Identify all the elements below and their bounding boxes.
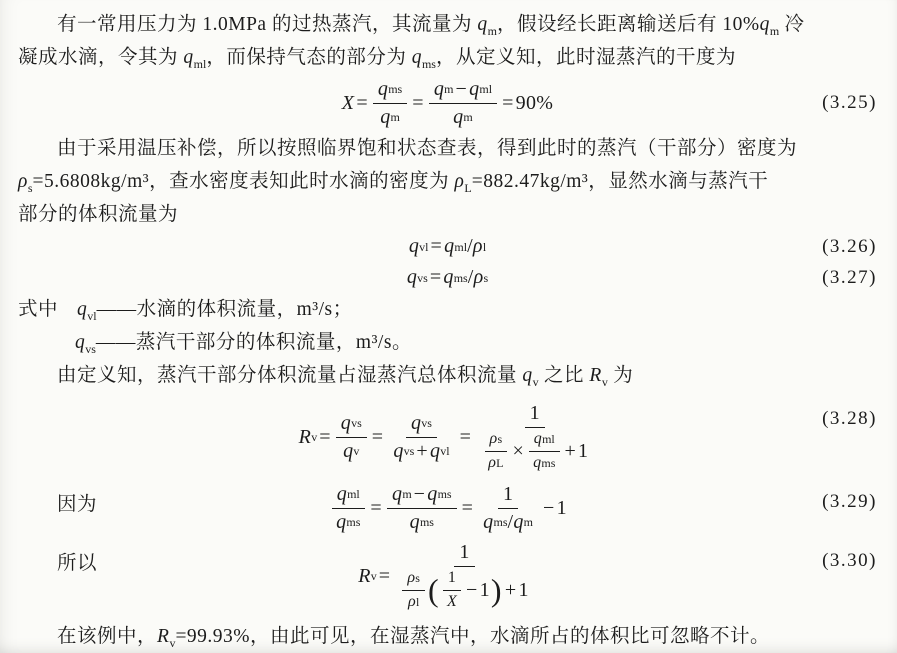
math-sym: q bbox=[377, 77, 389, 100]
math-op: = bbox=[378, 564, 391, 587]
math-sym: q bbox=[483, 510, 494, 533]
definition-line-2 bbox=[18, 326, 877, 359]
math-sym: q bbox=[336, 482, 348, 505]
math-sym: q bbox=[443, 266, 454, 288]
fraction: q vs q vs + q vl bbox=[393, 411, 450, 462]
math-sub: vs bbox=[85, 341, 96, 356]
because-label: 因为 bbox=[57, 494, 98, 516]
math-sym: q bbox=[444, 235, 455, 257]
math-op: + bbox=[416, 439, 428, 462]
math-op: = bbox=[412, 91, 424, 114]
math-sym: q bbox=[513, 510, 524, 533]
math-op: / bbox=[467, 266, 474, 288]
body-text: 部分的体积流量为 bbox=[18, 204, 179, 225]
math-sym: R bbox=[157, 626, 170, 647]
formula-3-27: q vs = q ms / ρ s bbox=[406, 266, 489, 288]
fraction: q m − q ms q ms bbox=[387, 483, 457, 534]
math-sub: vl bbox=[87, 308, 97, 323]
math-sym: X bbox=[446, 592, 458, 610]
math-sym: q bbox=[433, 77, 445, 100]
fraction: 1 q ms / q m bbox=[483, 482, 534, 533]
math-sym: q bbox=[477, 14, 488, 35]
fraction: q vs q v bbox=[336, 412, 367, 463]
math-sub: v bbox=[601, 374, 608, 389]
equation-3-28 bbox=[18, 394, 877, 480]
math-op: − bbox=[466, 578, 478, 601]
body-text: 冷 bbox=[779, 14, 805, 35]
body-text: =99.93%，由此可见，在湿蒸汽中，水滴所占的体积比可忽略不计。 bbox=[175, 626, 771, 647]
fraction: ρ s ρ L bbox=[483, 430, 508, 472]
math-op: × bbox=[512, 439, 525, 462]
equation-3-27 bbox=[18, 262, 877, 293]
math-sym: ρ bbox=[18, 171, 28, 192]
math-sym: ρ bbox=[407, 592, 416, 610]
fraction: 1 ρ s ρ l ( 1 X − 1 ) + 1 bbox=[395, 541, 533, 611]
math-sym: q bbox=[429, 439, 441, 462]
math-sym: R bbox=[589, 365, 602, 386]
body-text: =882.47kg/m³，显然水滴与蒸汽干 bbox=[471, 171, 769, 192]
formula-3-25 bbox=[342, 78, 553, 129]
body-text: =5.6808kg/m³，查水密度表知此时水滴的密度为 bbox=[32, 171, 455, 192]
body-text: ——蒸汽干部分的体积流量，m³/s。 bbox=[95, 332, 412, 353]
paragraph-1-line-1 bbox=[18, 8, 877, 41]
equation-3-26 bbox=[18, 231, 877, 262]
equation-number: (3.27) bbox=[822, 266, 877, 288]
body-text: 凝成水滴，令其为 bbox=[18, 47, 184, 68]
math-value: 90% bbox=[515, 91, 554, 114]
paragraph-3 bbox=[18, 359, 877, 392]
fraction: q m − q ml q m bbox=[429, 78, 497, 129]
math-sub: ms bbox=[421, 56, 436, 71]
math-op: = bbox=[461, 496, 474, 519]
math-sym: R bbox=[298, 425, 312, 448]
math-op: = bbox=[319, 425, 331, 448]
formula-3-26: q vl = q ml / ρ l bbox=[408, 235, 487, 257]
math-value: 1 bbox=[459, 541, 470, 564]
fraction: q ms q m bbox=[373, 78, 407, 129]
math-sym: ρ bbox=[488, 453, 497, 471]
fraction bbox=[476, 402, 593, 472]
body-text: ，而保持气态的部分为 bbox=[206, 47, 412, 68]
equation-3-25 bbox=[18, 74, 877, 132]
body-text: 由定义知，蒸汽干部分体积流量占湿蒸汽总体积流量 bbox=[57, 365, 523, 386]
body-text: 有一常用压力为 1.0MPa 的过热蒸汽，其流量为 bbox=[57, 14, 478, 35]
math-sym: q bbox=[392, 482, 403, 505]
math-sym: q bbox=[343, 439, 354, 462]
body-text: ——水滴的体积流量，m³/s； bbox=[96, 299, 353, 320]
math-op: = bbox=[459, 425, 472, 448]
equation-3-30 bbox=[18, 536, 877, 616]
math-op: − bbox=[413, 482, 426, 505]
math-sym: q bbox=[533, 453, 542, 471]
math-op: + bbox=[504, 578, 517, 601]
math-value: 1 bbox=[529, 402, 540, 425]
math-sym: q bbox=[340, 411, 352, 434]
body-text: 在该例中， bbox=[57, 626, 158, 647]
math-op: = bbox=[502, 91, 514, 114]
equation-number: (3.28) bbox=[822, 407, 877, 429]
math-sym: q bbox=[336, 510, 347, 533]
math-value: 1 bbox=[518, 578, 529, 601]
math-sym: q bbox=[408, 235, 420, 257]
formula-3-29 bbox=[328, 483, 567, 534]
math-sym: q bbox=[427, 482, 438, 505]
math-sym: q bbox=[469, 77, 480, 100]
body-text: ，从定义知，此时湿蒸汽的干度为 bbox=[435, 47, 736, 68]
math-sym: ρ bbox=[472, 235, 483, 257]
fraction: q ml q ms bbox=[528, 430, 560, 472]
math-sym: q bbox=[77, 299, 88, 320]
math-sym: q bbox=[759, 14, 770, 35]
body-text: 为 bbox=[607, 365, 634, 386]
math-sym: q bbox=[393, 439, 404, 462]
where-label: 式中 bbox=[18, 299, 59, 320]
math-sym: ρ bbox=[454, 171, 465, 192]
math-op: = bbox=[430, 235, 443, 257]
math-op: + bbox=[564, 439, 577, 462]
math-sub: L bbox=[464, 180, 472, 195]
paragraph-2-line-1 bbox=[18, 132, 877, 165]
equation-number: (3.26) bbox=[822, 235, 877, 257]
math-sym: q bbox=[183, 47, 194, 68]
paragraph-4 bbox=[18, 620, 877, 653]
math-op: / bbox=[507, 510, 514, 533]
paragraph-2-line-3 bbox=[18, 198, 877, 231]
math-sub: m bbox=[487, 23, 497, 38]
math-sym: R bbox=[358, 564, 371, 587]
therefore-label: 所以 bbox=[57, 552, 98, 574]
math-sub: v bbox=[169, 635, 176, 650]
math-op: − bbox=[543, 496, 555, 519]
math-sub: v bbox=[532, 374, 539, 389]
fraction bbox=[442, 569, 462, 611]
math-sym: q bbox=[406, 266, 418, 288]
math-sym: X bbox=[341, 91, 355, 114]
math-sym: q bbox=[75, 332, 86, 353]
equation-3-29 bbox=[18, 480, 877, 536]
math-sym: q bbox=[380, 105, 391, 128]
equation-number: (3.30) bbox=[822, 549, 877, 571]
math-value: 1 bbox=[502, 482, 514, 505]
formula-3-28: R v = q vs q v = q vs q vs + q vl = 1 ρ s ρ L × q ml q ms + 1 bbox=[299, 402, 597, 472]
math-sym: q bbox=[410, 411, 422, 434]
equation-number: (3.25) bbox=[822, 92, 877, 113]
math-op: = bbox=[429, 266, 442, 288]
math-sub: ml bbox=[193, 56, 207, 71]
equation-number: (3.29) bbox=[822, 491, 877, 513]
math-op: − bbox=[455, 77, 468, 100]
math-sym: ρ bbox=[489, 430, 498, 448]
fraction: ρ s ρ l bbox=[402, 569, 425, 611]
math-value: 1 bbox=[447, 569, 457, 587]
body-text: ，假设经长距离输送后有 10% bbox=[496, 14, 760, 35]
paragraph-1-line-2 bbox=[18, 41, 877, 74]
math-sym: ρ bbox=[407, 569, 416, 587]
body-text: 之比 bbox=[538, 365, 590, 386]
math-sym: q bbox=[409, 510, 420, 533]
math-sym: ρ bbox=[473, 266, 484, 288]
fraction: q ml q ms bbox=[331, 483, 365, 534]
math-sym: q bbox=[522, 365, 533, 386]
formula-3-30: R v = 1 ρ s ρ l ( 1 X − 1 ) + 1 bbox=[358, 541, 537, 611]
math-sym: q bbox=[411, 47, 422, 68]
definition-line-1 bbox=[18, 293, 877, 326]
math-op: / bbox=[467, 235, 473, 257]
math-op: = bbox=[356, 91, 368, 114]
math-op: = bbox=[370, 496, 382, 519]
math-value: 1 bbox=[578, 439, 589, 462]
math-op: = bbox=[371, 425, 384, 448]
math-sub: s bbox=[27, 180, 33, 195]
paragraph-2-line-2 bbox=[18, 165, 877, 198]
math-value: 1 bbox=[479, 578, 490, 601]
body-text: 由于采用温压补偿，所以按照临界饱和状态查表，得到此时的蒸汽（干部分）密度为 bbox=[57, 138, 798, 159]
math-value: 1 bbox=[556, 496, 567, 519]
math-sym: q bbox=[533, 430, 543, 448]
math-sym: q bbox=[453, 105, 464, 128]
math-sub: m bbox=[769, 23, 780, 38]
